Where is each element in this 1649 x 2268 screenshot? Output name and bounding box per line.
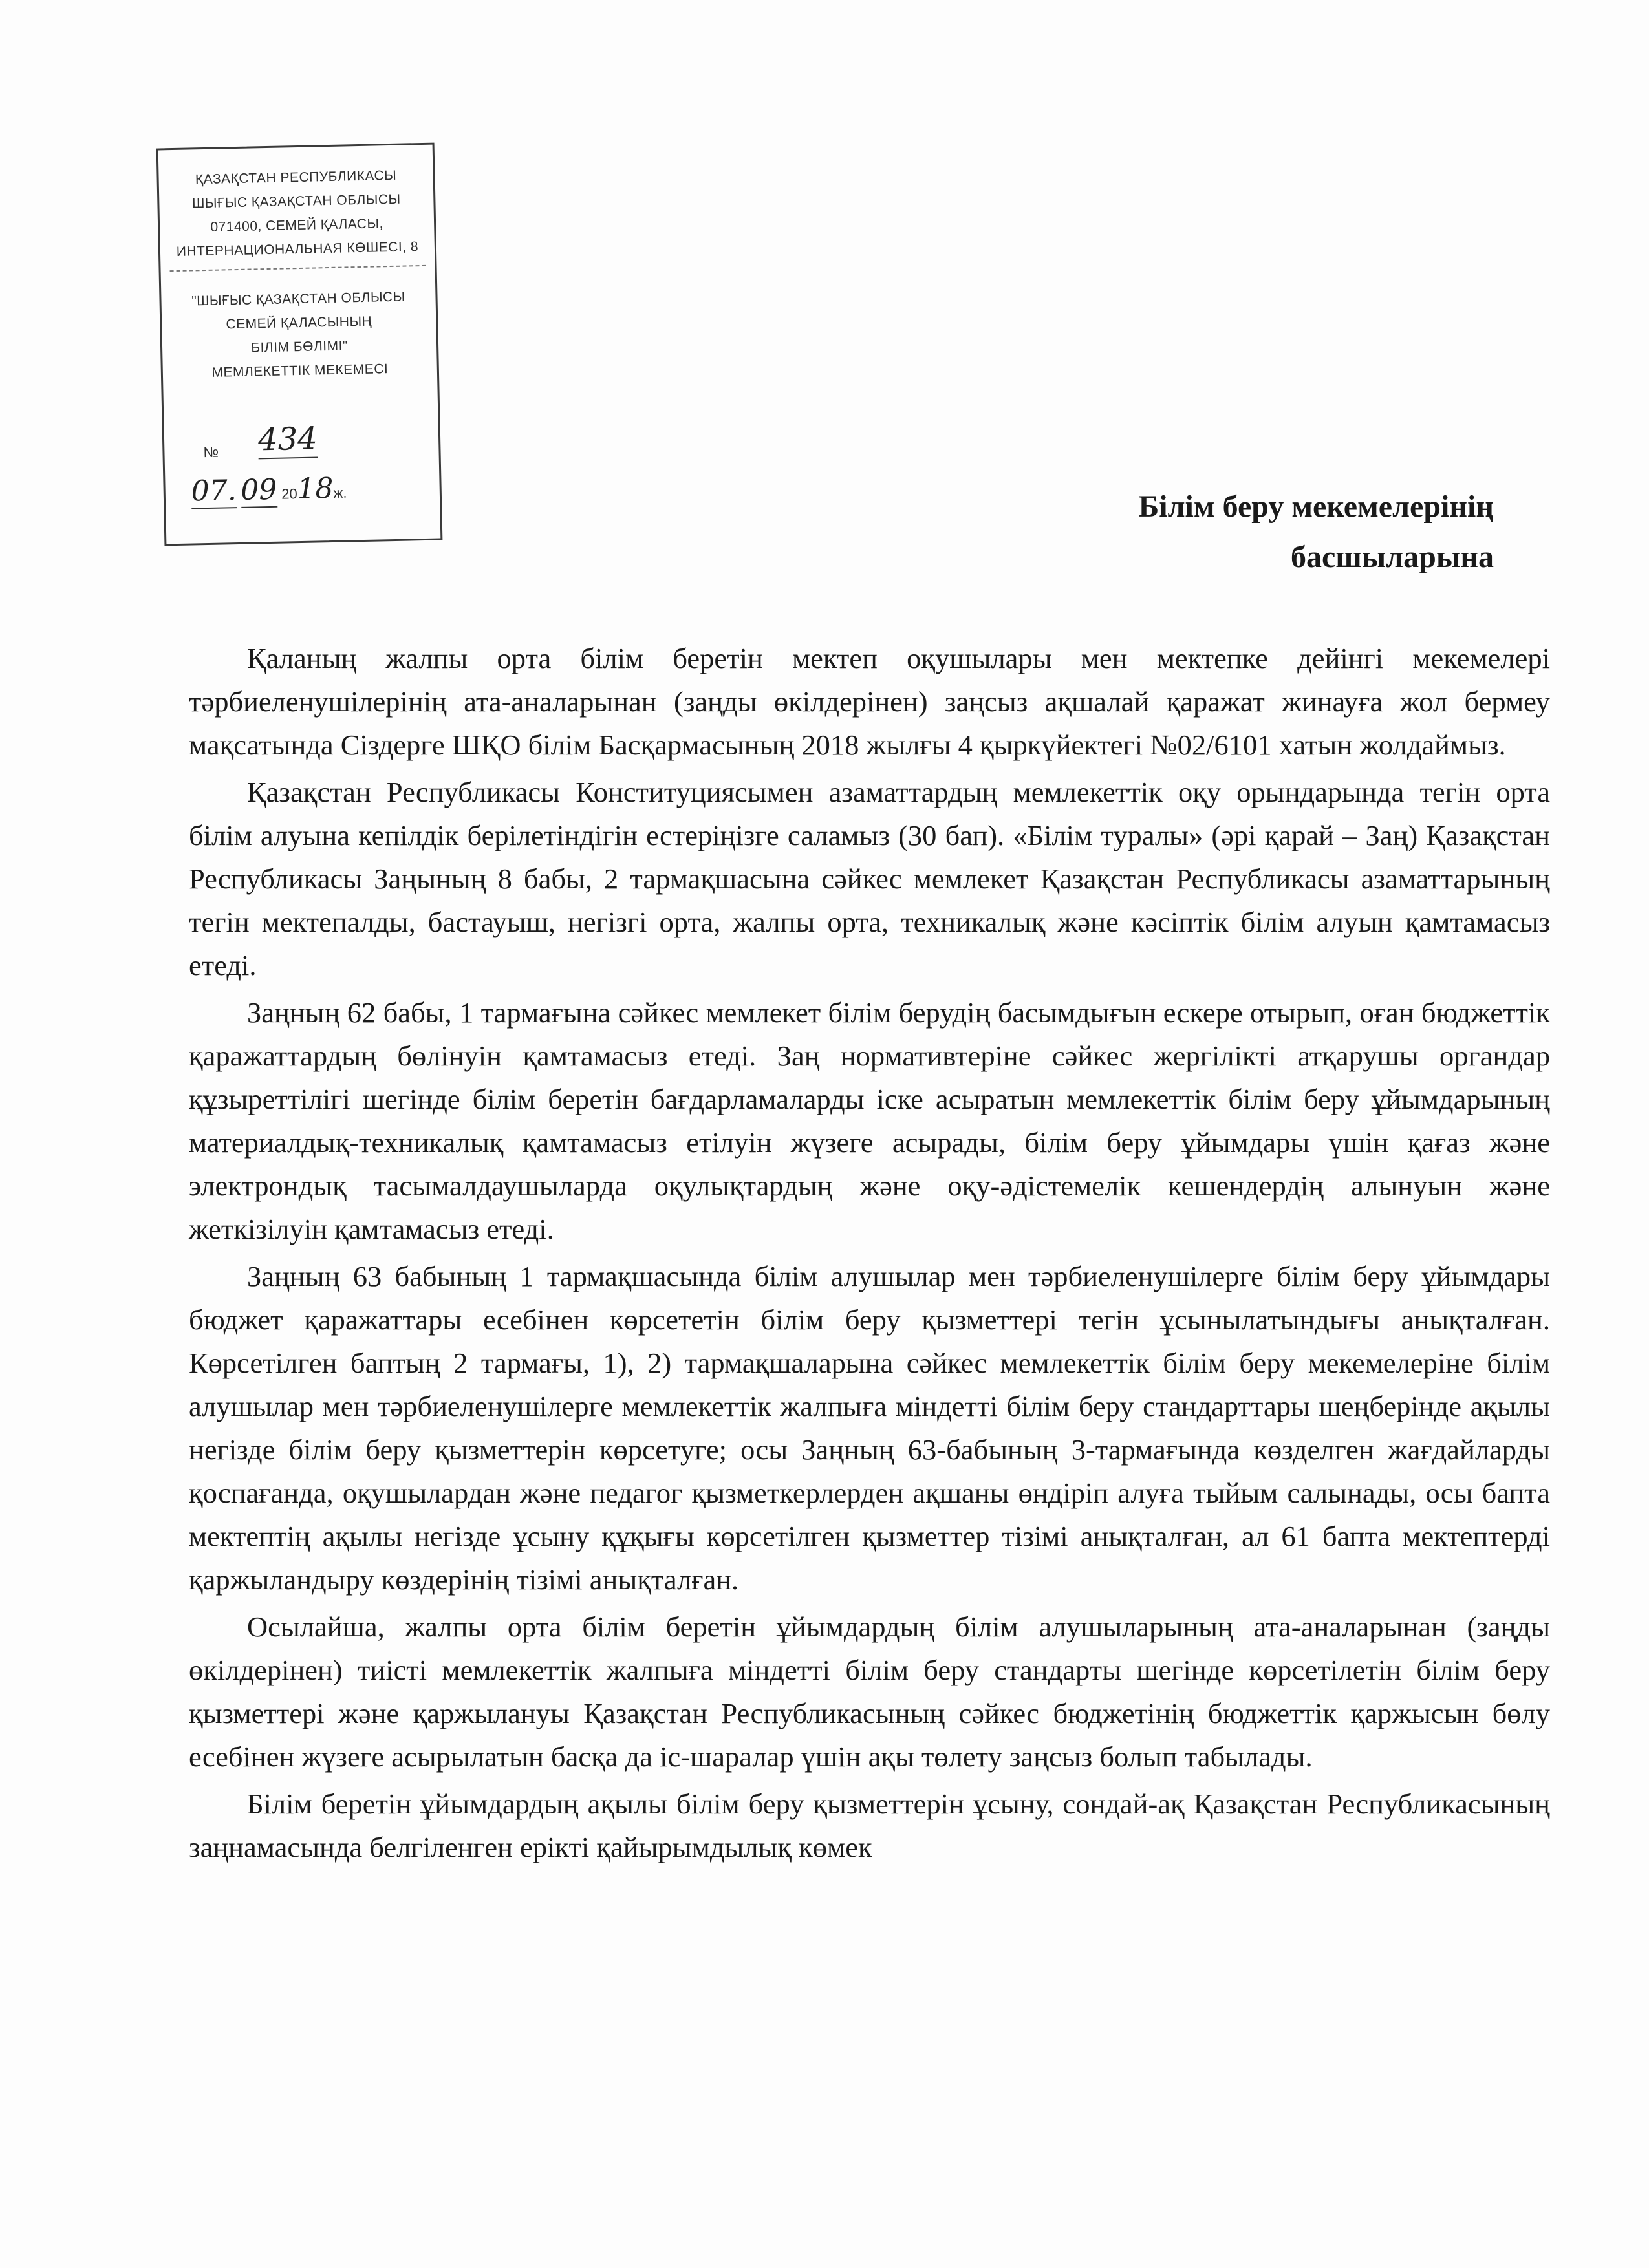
paragraph: Заңның 62 бабы, 1 тармағына сәйкес мемлекет білім берудің басымдығын ескере отырып, оған бюджеттік қаражаттардың бөлінуін қамтамасыз етеді. Заң нормативтеріне сәйкес жергілікті атқарушы органдар құзыреттілігі шегінде білім беретін бағдарламаларды іске асыратын мемлекеттік білім беру ұйымдарының материалдық-техникалық қамтамасыз етілуін жүзеге асырады, білім беру ұйымдары үшін қағаз және электрондық тасымалдаушыларда оқулықтардың және оқу-әдістемелік кешендердің алынуын және жеткізілуін қамтамасыз етеді. <box>189 996 1550 1245</box>
stamp-registration <box>191 420 424 508</box>
stamp-line: ҚАЗАҚСТАН РЕСПУБЛИКАСЫ <box>195 167 397 187</box>
paragraph: Қаланың жалпы орта білім беретін мектеп оқушылары мен мектепке дейінгі мекемелері тәрбиеленушілерінің ата-аналарынан (заңды өкілдерінен) заңсыз ақшалай қаражат жинауға жол бермеу мақсатында Сіздерге ШҚО білім Басқармасының 2018 жылғы 4 қыркүйектегі №02/6101 хатын жолдаймыз. <box>189 642 1550 761</box>
stamp-line: БІЛІМ БӨЛІМІ" <box>251 338 349 356</box>
stamp-line: 071400, СЕМЕЙ ҚАЛАСЫ, <box>210 216 384 235</box>
stamp-date-month: 09 <box>240 473 277 507</box>
stamp-date-day: 07. <box>191 474 237 508</box>
stamp-line: "ШЫҒЫС ҚАЗАҚСТАН ОБЛЫСЫ <box>191 289 406 309</box>
stamp-number-value: 434 <box>257 420 318 458</box>
stamp-year-unit: ж. <box>333 484 347 501</box>
stamp-number-label: № <box>203 444 219 461</box>
stamp-year-suffix: 18 <box>296 471 334 506</box>
paragraph: Осылайша, жалпы орта білім беретін ұйымдардың білім алушыларының ата-аналарынан (заңды өкілдерінен) тиісті мемлекеттік жалпыға міндетті білім беру стандарты шегінде көрсетілетін білім беру қызметтері және қаржылануы Қазақстан Республикасының сәйкес бюджетінің бюджеттік қаржысын бөлу есебінен жүзеге асырылатын басқа да іс-шаралар үшін ақы төлету заңсыз болып табылады. <box>189 1610 1550 1773</box>
stamp-date <box>191 472 347 509</box>
stamp-year-prefix: 20 <box>281 486 297 502</box>
stamp-line: ШЫҒЫС ҚАЗАҚСТАН ОБЛЫСЫ <box>191 191 401 211</box>
registration-stamp <box>156 143 443 546</box>
stamp-line: МЕМЛЕКЕТТІК МЕКЕМЕСІ <box>211 361 389 380</box>
letter-body <box>189 637 1550 1873</box>
paragraph: Білім беретін ұйымдардың ақылы білім беру қызметтерін ұсыну, сондай-ақ Қазақстан Республикасының заңнамасында белгіленген ерікті қайырымдылық көмек <box>189 1788 1550 1863</box>
paragraph: Заңның 63 бабының 1 тармақшасында білім алушылар мен тәрбиеленушілерге білім беру ұйымдары бюджет қаражаттары есебінен көрсететін білім беру қызметтері тегін ұсынылатындығы анықталған. Көрсетілген баптың 2 тармағы, 1), 2) тармақшаларына сәйкес мемлекеттік білім беру мекемелеріне білім алушылар мен тәрбиеленушілерге мемлекеттік жалпыға міндетті білім беру стандарттары шеңберінде ақылы негізде білім беру қызметтерін көрсетуге; осы Заңның 63-бабының 3-тармағында көзделген жағдайларды қоспағанда, оқушылардан және педагог қызметкерлерден ақшаны өндіріп алуға тыйым салынады, осы бапта мектептің ақылы негізде ұсыну құқығы көрсетілген қызметтер тізімі анықталған, ал 61 бапта мектептерді қаржыландыру көздерінің тізімі анықталған. <box>189 1260 1550 1596</box>
addressee-block <box>1139 482 1494 583</box>
stamp-line: ИНТЕРНАЦИОНАЛЬНАЯ КӨШЕСІ, 8 <box>176 239 419 259</box>
addressee-line: Білім беру мекемелерінің <box>1138 489 1494 524</box>
addressee-line: басшыларына <box>1290 540 1494 574</box>
stamp-line: СЕМЕЙ ҚАЛАСЫНЫҢ <box>226 314 372 332</box>
paragraph: Қазақстан Республикасы Конституциясымен азаматтардың мемлекеттік оқу орындарында тегін орта білім алуына кепілдік берілетіндігін естеріңізге саламыз (30 бап). «Білім туралы» (әрі қарай – Заң) Қазақстан Республикасы Заңының 8 бабы, 2 тармақшасына сәйкес мемлекет Қазақстан Республикасы азаматтарының тегін мектепалды, бастауыш, негізгі орта, жалпы орта, техникалық және кәсіптік білім алуын қамтамасыз етеді. <box>189 776 1550 981</box>
